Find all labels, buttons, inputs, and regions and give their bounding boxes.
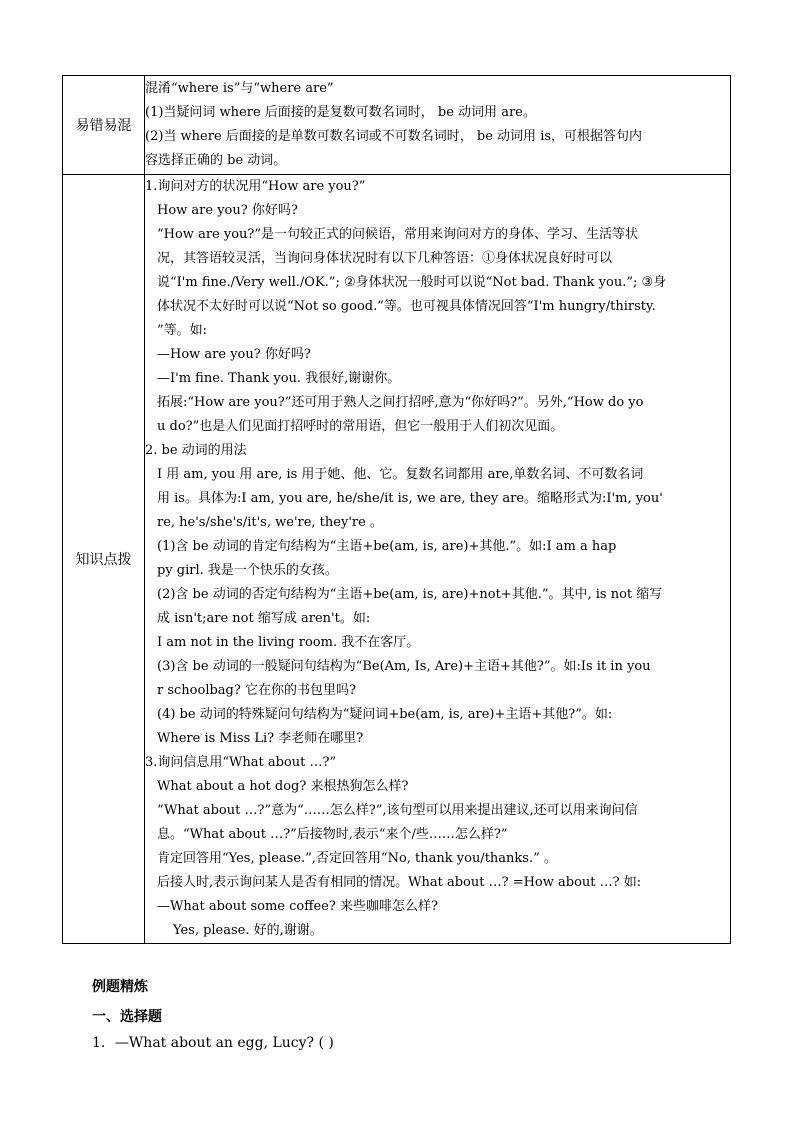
text-line: 肯定回答用“Yes, please.”,否定回答用“No, thank you/thanks.” 。 — [157, 851, 557, 866]
text-line: Where is Miss Li? 李老师在哪里? — [157, 731, 364, 746]
text-line: 容选择正确的 be 动词。 — [145, 153, 287, 168]
text-line: py girl. 我是一个快乐的女孩。 — [157, 563, 338, 578]
text-line: 体状况不太好时可以说“Not so good.”等。也可视具体情况回答“I'm hungry/thirsty. — [157, 299, 656, 314]
text-line: 用 is。具体为:I am, you are, he/she/it is, we are, they are。缩略形式为:I'm, you' — [157, 491, 663, 506]
table-row — [63, 175, 731, 944]
text-line: 混淆“where is”与“where are” — [145, 81, 334, 96]
text-line: (1)当疑问词 where 后面接的是复数可数名词时， be 动词用 are。 — [145, 105, 536, 120]
text-line: 3.询问信息用“What about …?” — [145, 755, 337, 770]
text-line: r schoolbag? 它在你的书包里吗? — [157, 683, 356, 698]
text-line: u do?”也是人们见面打招呼时的常用语，但它一般用于人们初次见面。 — [157, 419, 564, 434]
text-line: I am not in the living room. 我不在客厅。 — [157, 635, 420, 650]
row-label: 知识点拨 — [63, 175, 145, 944]
text-line: (3)含 be 动词的一般疑问句结构为“Be(Am, Is, Are)+主语+其他?”。如:Is it in you — [157, 659, 651, 674]
text-line: 况，其答语较灵活，当询问身体状况时有以下几种答语：①身体状况良好时可以 — [157, 251, 613, 266]
text-line: 息。“What about …?”后接物时,表示“来个/些……怎么样?” — [157, 827, 508, 842]
text-line: “What about …?”意为“……怎么样?”,该句型可以用来提出建议,还可以用来询问信 — [157, 803, 638, 818]
text-line: (4) be 动词的特殊疑问句结构为“疑问词+be(am, is, are)+主语+其他?”。如: — [157, 707, 613, 722]
text-line: (2)当 where 后面接的是单数可数名词或不可数名词时， be 动词用 is，可根据答句内 — [145, 129, 643, 144]
text-line: 拓展:“How are you?”还可用于熟人之间打招呼,意为“你好吗?”。另外,“How do yo — [157, 395, 644, 410]
section-title: 例题精炼 — [92, 979, 148, 995]
text-line: —How are you? 你好吗? — [157, 347, 311, 362]
text-line: (2)含 be 动词的否定句结构为“主语+be(am, is, are)+not+其他.”。其中, is not 缩写 — [157, 587, 663, 602]
question-1: 1．—What about an egg, Lucy? ( ) — [92, 1035, 334, 1051]
text-line: —I'm fine. Thank you. 我很好,谢谢你。 — [157, 371, 401, 386]
text-line: 说“I'm fine./Very well./OK.”; ②身体状况一般时可以说“Not bad. Thank you.”; ③身 — [157, 275, 667, 290]
text-line: re, he's/she's/it's, we're, they're 。 — [157, 515, 383, 530]
row-content — [145, 76, 731, 175]
text-line: What about a hot dog? 来根热狗怎么样? — [157, 779, 409, 794]
text-line: Yes, please. 好的,谢谢。 — [173, 923, 323, 938]
text-line: 成 isn't;are not 缩写成 aren't。如: — [157, 611, 371, 626]
text-line: 1.询问对方的状况用“How are you?” — [145, 179, 366, 194]
text-line: (1)含 be 动词的肯定句结构为“主语+be(am, is, are)+其他.”。如:I am a hap — [157, 539, 617, 554]
text-line: 2. be 动词的用法 — [145, 443, 247, 458]
text-line: —What about some coffee? 来些咖啡怎么样? — [157, 899, 438, 914]
text-line: ”等。如: — [157, 323, 208, 338]
text-line: “How are you?”是一句较正式的问候语，常用来询问对方的身体、学习、生活等状 — [157, 227, 639, 242]
text-line: How are you? 你好吗? — [157, 203, 298, 218]
table-row — [63, 76, 731, 175]
text-line: 后接人时,表示询问某人是否有相同的情况。What about …? =How about …? 如: — [157, 875, 642, 890]
sub-title: 一、选择题 — [92, 1009, 162, 1025]
text-line: I 用 am, you 用 are, is 用于她、他、它。复数名词都用 are,单数名词、不可数名词 — [157, 467, 644, 482]
knowledge-table — [62, 75, 731, 944]
row-label: 易错易混 — [63, 76, 145, 175]
row-content — [145, 175, 731, 944]
